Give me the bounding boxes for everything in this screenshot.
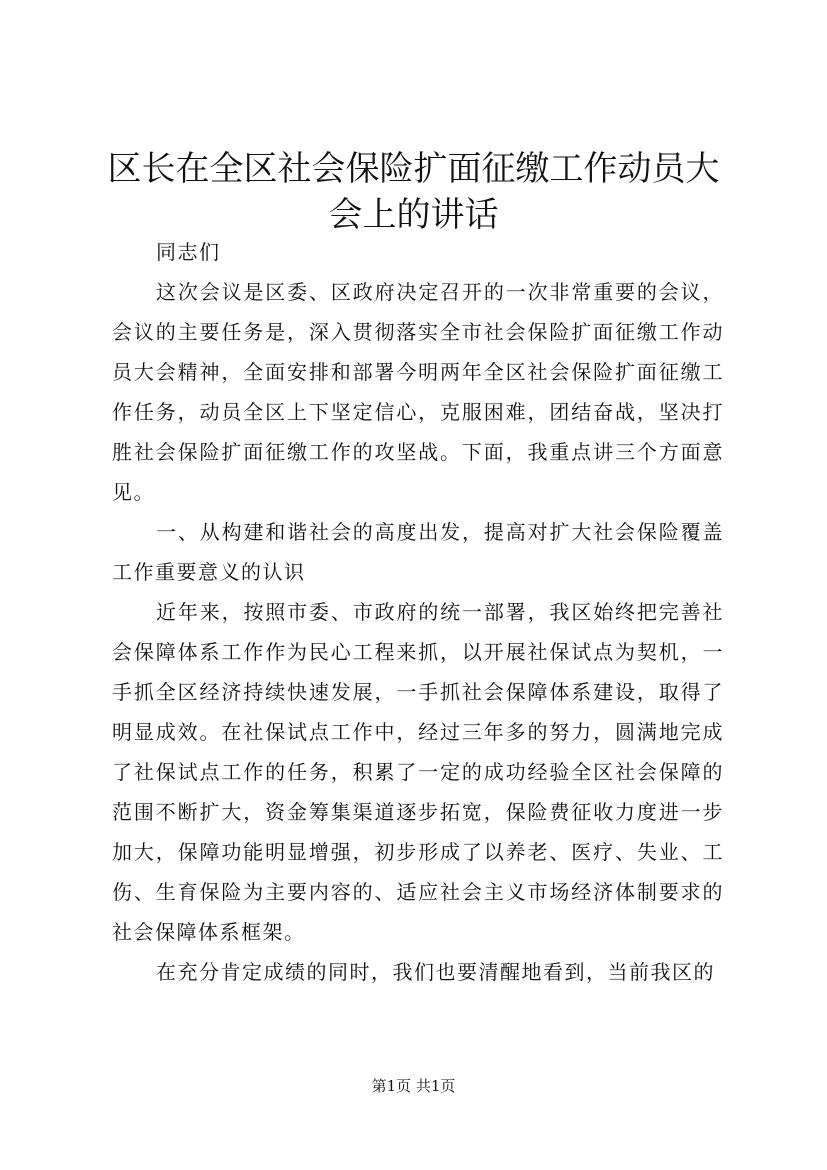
document-body <box>112 232 724 992</box>
paragraph-continuation: 在充分肯定成绩的同时，我们也要清醒地看到，当前我区的 <box>156 960 715 984</box>
paragraph-intro: 这次会议是区委、区政府决定召开的一次非常重要的会议，会议的主要任务是，深入贯彻落实全市社会保险扩面征缴工作动员大会精神，全面安排和部署今明两年全区社会保险扩面征缴工作任务，动员全区上下坚定信心，克服困难，团结奋战，坚决打胜社会保险扩面征缴工作的攻坚战。下面，我重点讲三个方面意见。 <box>112 280 724 504</box>
section-heading-1: 一、从构建和谐社会的高度出发，提高对扩大社会保险覆盖工作重要意义的认识 <box>112 520 724 584</box>
document-title: 区长在全区社会保险扩面征缴工作动员大会上的讲话 <box>107 149 720 235</box>
paragraph-achievements: 近年来，按照市委、市政府的统一部署，我区始终把完善社会保障体系工作作为民心工程来抓，以开展社保试点为契机，一手抓全区经济持续快速发展，一手抓社会保障体系建设，取得了明显成效。在社保试点工作中，经过三年多的努力，圆满地完成了社保试点工作的任务，积累了一定的成功经验全区社会保障的范围不断扩大，资金筹集渠道逐步拓宽，保险费征收力度进一步加大，保障功能明显增强，初步形成了以养老、医疗、失业、工伤、生育保险为主要内容的、适应社会主义市场经济体制要求的社会保障体系框架。 <box>112 600 724 944</box>
salutation: 同志们 <box>156 240 221 264</box>
page-footer: 第1页 共1页 <box>371 1077 456 1095</box>
